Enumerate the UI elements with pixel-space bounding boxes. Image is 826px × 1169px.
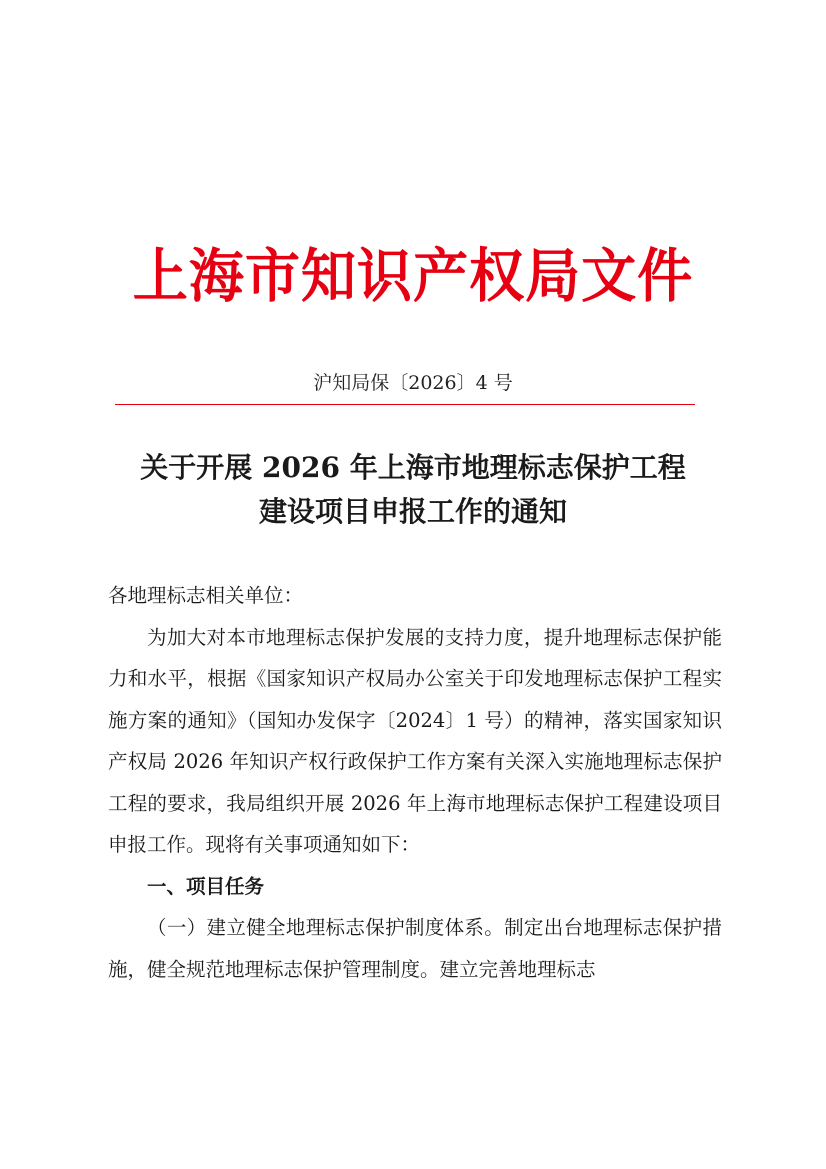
document-title-line-1: 关于开展 2026 年上海市地理标志保护工程 — [140, 451, 686, 484]
document-body — [108, 575, 722, 990]
document-title — [60, 446, 766, 534]
salutation: 各地理标志相关单位： — [108, 584, 304, 607]
document-masthead: 上海市知识产权局文件 — [132, 242, 694, 310]
red-divider-line — [115, 404, 695, 405]
intro-paragraph: 为加大对本市地理标志保护发展的支持力度，提升地理标志保护能力和水平，根据《国家知识产权局办公室关于印发地理标志保护工程实施方案的通知》（国知办发保字〔2024〕1 号）的精神，落实国家知识产权局 2026 年知识产权行政保护工作方案有关深入实施地理标志保护工程的要求，我局组织开展 2026 年上海市地理标志保护工程建设项目申报工作。现将有关事项通知如下： — [108, 625, 722, 856]
section-heading-1: 一、项目任务 — [147, 874, 265, 898]
section-1-item-1: （一）建立健全地理标志保护制度体系。制定出台地理标志保护措施，健全规范地理标志保护管理制度。建立完善地理标志 — [108, 916, 722, 981]
document-number: 沪知局保〔2026〕4 号 — [313, 372, 513, 394]
document-title-line-2: 建设项目申报工作的通知 — [258, 495, 567, 528]
